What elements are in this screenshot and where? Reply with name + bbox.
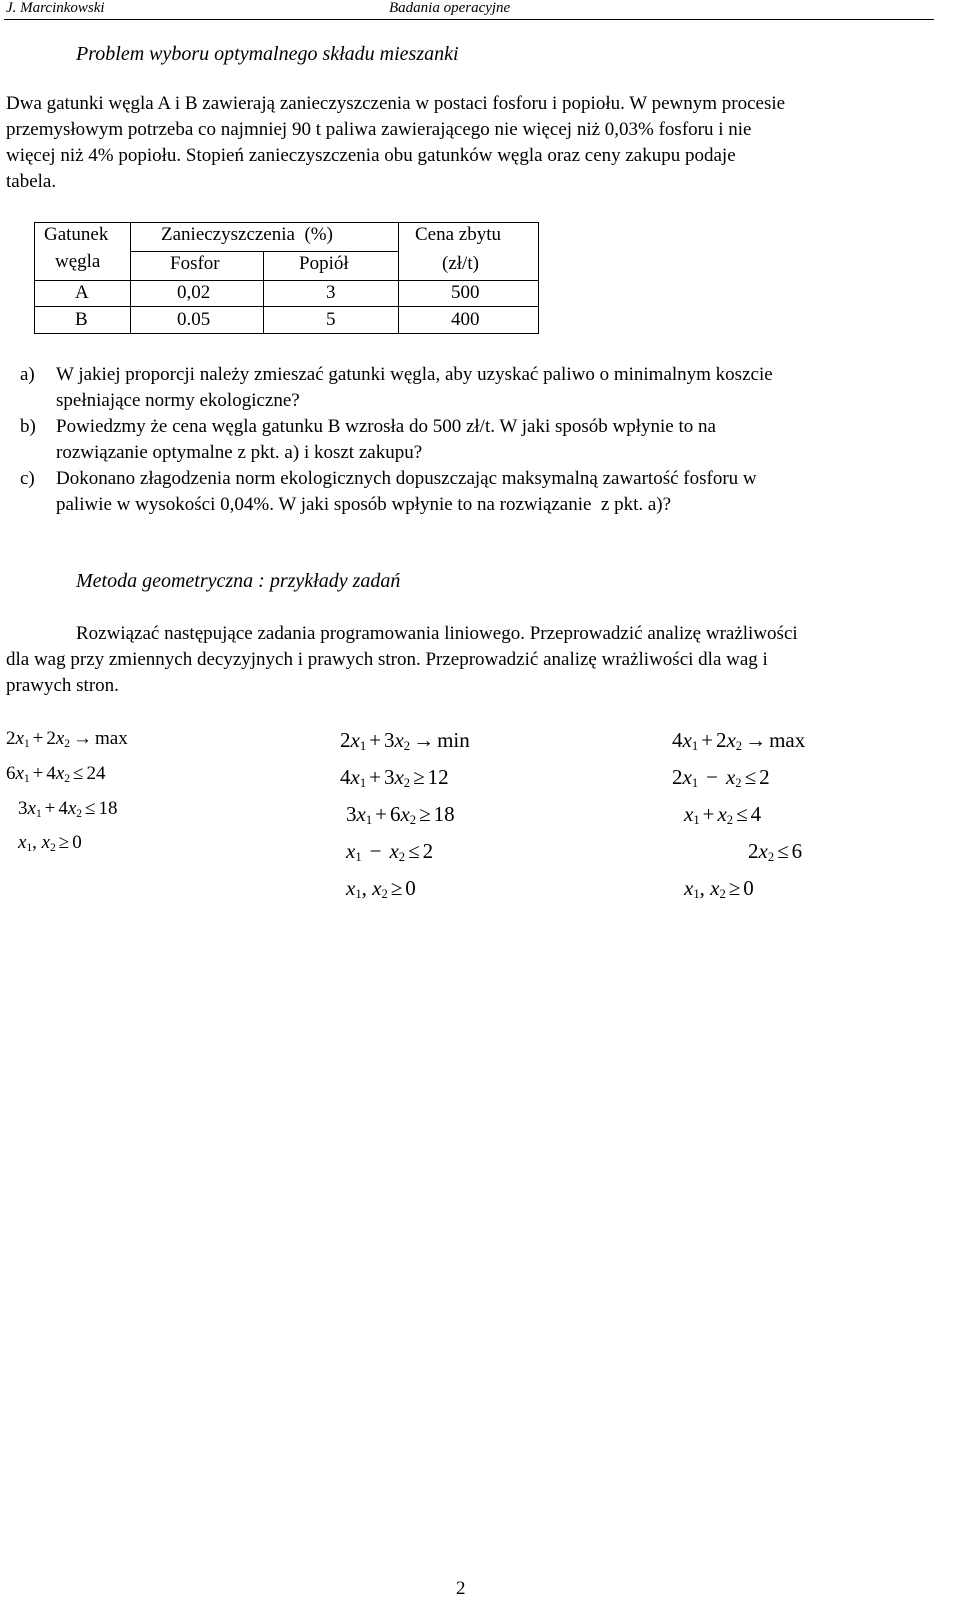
question-c-label: c) [20, 468, 35, 489]
p3-constraint-2: $x_1 + x_2 \le 4$ [684, 802, 762, 828]
th-gatunek-2: węgla [55, 251, 101, 272]
question-c [20, 466, 930, 518]
question-b [20, 414, 930, 466]
p2-nonnegativity: $x_1$, $x_2 \ge 0$ [346, 876, 416, 902]
th-fosfor: Fosfor [170, 253, 220, 274]
question-a-line-1: W jakiej proporcji należy zmieszać gatunki węgla, aby uzyskać paliwo o minimalnym koszcie [56, 364, 773, 385]
p3-constraint-1: $2x_1 - x_2 \le 2$ [672, 765, 770, 791]
th-cena-2: (zł/t) [442, 253, 479, 274]
section-title-geometric: Metoda geometryczna : przykłady zadań [76, 570, 401, 592]
question-b-line-2: rozwiązanie optymalne z pkt. a) i koszt zakupu? [56, 442, 423, 463]
intro-line-3: więcej niż 4% popiołu. Stopień zanieczyszczenia obu gatunków węgla oraz ceny zakupu podaje [6, 145, 736, 166]
page-number: 2 [456, 1578, 466, 1599]
question-b-line-1: Powiedzmy że cena węgla gatunku B wzrosła do 500 zł/t. W jaki sposób wpłynie to na [56, 416, 716, 437]
p1-constraint-1: $6x_1 + 4x_2 \le 24$ [6, 763, 106, 785]
p3-nonnegativity: $x_1$, $x_2 \ge 0$ [684, 876, 754, 902]
p2-constraint-2: $3x_1 + 6x_2 \ge 18$ [346, 802, 455, 828]
task-line-1: Rozwiązać następujące zadania programowania liniowego. Przeprowadzić analizę wrażliwości [76, 623, 798, 644]
question-b-label: b) [20, 416, 36, 437]
question-a-label: a) [20, 364, 35, 385]
th-gatunek-1: Gatunek [44, 224, 109, 245]
p1-constraint-2: $3x_1 + 4x_2 \le 18$ [18, 798, 118, 820]
td-cena-b: 400 [451, 309, 480, 330]
p2-constraint-3: $x_1 - x_2 \le 2$ [346, 839, 434, 865]
td-gatunek-a: A [75, 282, 89, 303]
p1-objective: $2x_1 + 2x_2 \to \max$ [6, 728, 128, 750]
question-c-line-2: paliwie w wysokości 0,04%. W jaki sposób wpłynie to na rozwiązanie z pkt. a)? [56, 494, 672, 515]
question-a [20, 362, 930, 414]
th-cena-1: Cena zbytu [415, 224, 502, 245]
intro-line-2: przemysłowym potrzeba co najmniej 90 t paliwa zawierającego nie więcej niż 0,03% fosforu i nie [6, 119, 752, 140]
td-cena-a: 500 [451, 282, 480, 303]
header-course: Badania operacyjne [389, 0, 511, 16]
coal-table [34, 222, 539, 334]
p2-objective: $2x_1 + 3x_2 \to \min$ [340, 728, 470, 754]
header-author: J. Marcinkowski [6, 0, 105, 16]
p2-constraint-1: $4x_1 + 3x_2 \ge 12$ [340, 765, 449, 791]
task-line-2: dla wag przy zmiennych decyzyjnych i prawych stron. Przeprowadzić analizę wrażliwości dla wag i [6, 649, 768, 670]
intro-line-1: Dwa gatunki węgla A i B zawierają zanieczyszczenia w postaci fosforu i popiołu. W pewnym procesie [6, 93, 786, 114]
td-fosfor-b: 0.05 [177, 309, 211, 330]
td-gatunek-b: B [75, 309, 88, 330]
p3-constraint-3: $2x_2 \le 6$ [748, 839, 803, 865]
td-fosfor-a: 0,02 [177, 282, 211, 303]
question-a-line-2: spełniające normy ekologiczne? [56, 390, 300, 411]
td-popiol-b: 5 [326, 309, 336, 330]
th-zanieczyszczenia: Zanieczyszczenia (%) [161, 224, 333, 245]
p1-nonnegativity: $x_1$, $x_2 \ge 0$ [18, 832, 82, 854]
p3-objective: $4x_1 + 2x_2 \to \max$ [672, 728, 806, 754]
task-line-3: prawych stron. [6, 675, 119, 696]
td-popiol-a: 3 [326, 282, 336, 303]
section-title-mixture: Problem wyboru optymalnego składu mieszanki [76, 43, 459, 65]
question-c-line-1: Dokonano złagodzenia norm ekologicznych dopuszczając maksymalną zawartość fosforu w [56, 468, 757, 489]
th-popiol: Popiół [299, 253, 349, 274]
header-rule [4, 19, 934, 20]
intro-paragraph [6, 91, 930, 195]
intro-line-4: tabela. [6, 171, 57, 192]
task-paragraph [6, 621, 930, 699]
